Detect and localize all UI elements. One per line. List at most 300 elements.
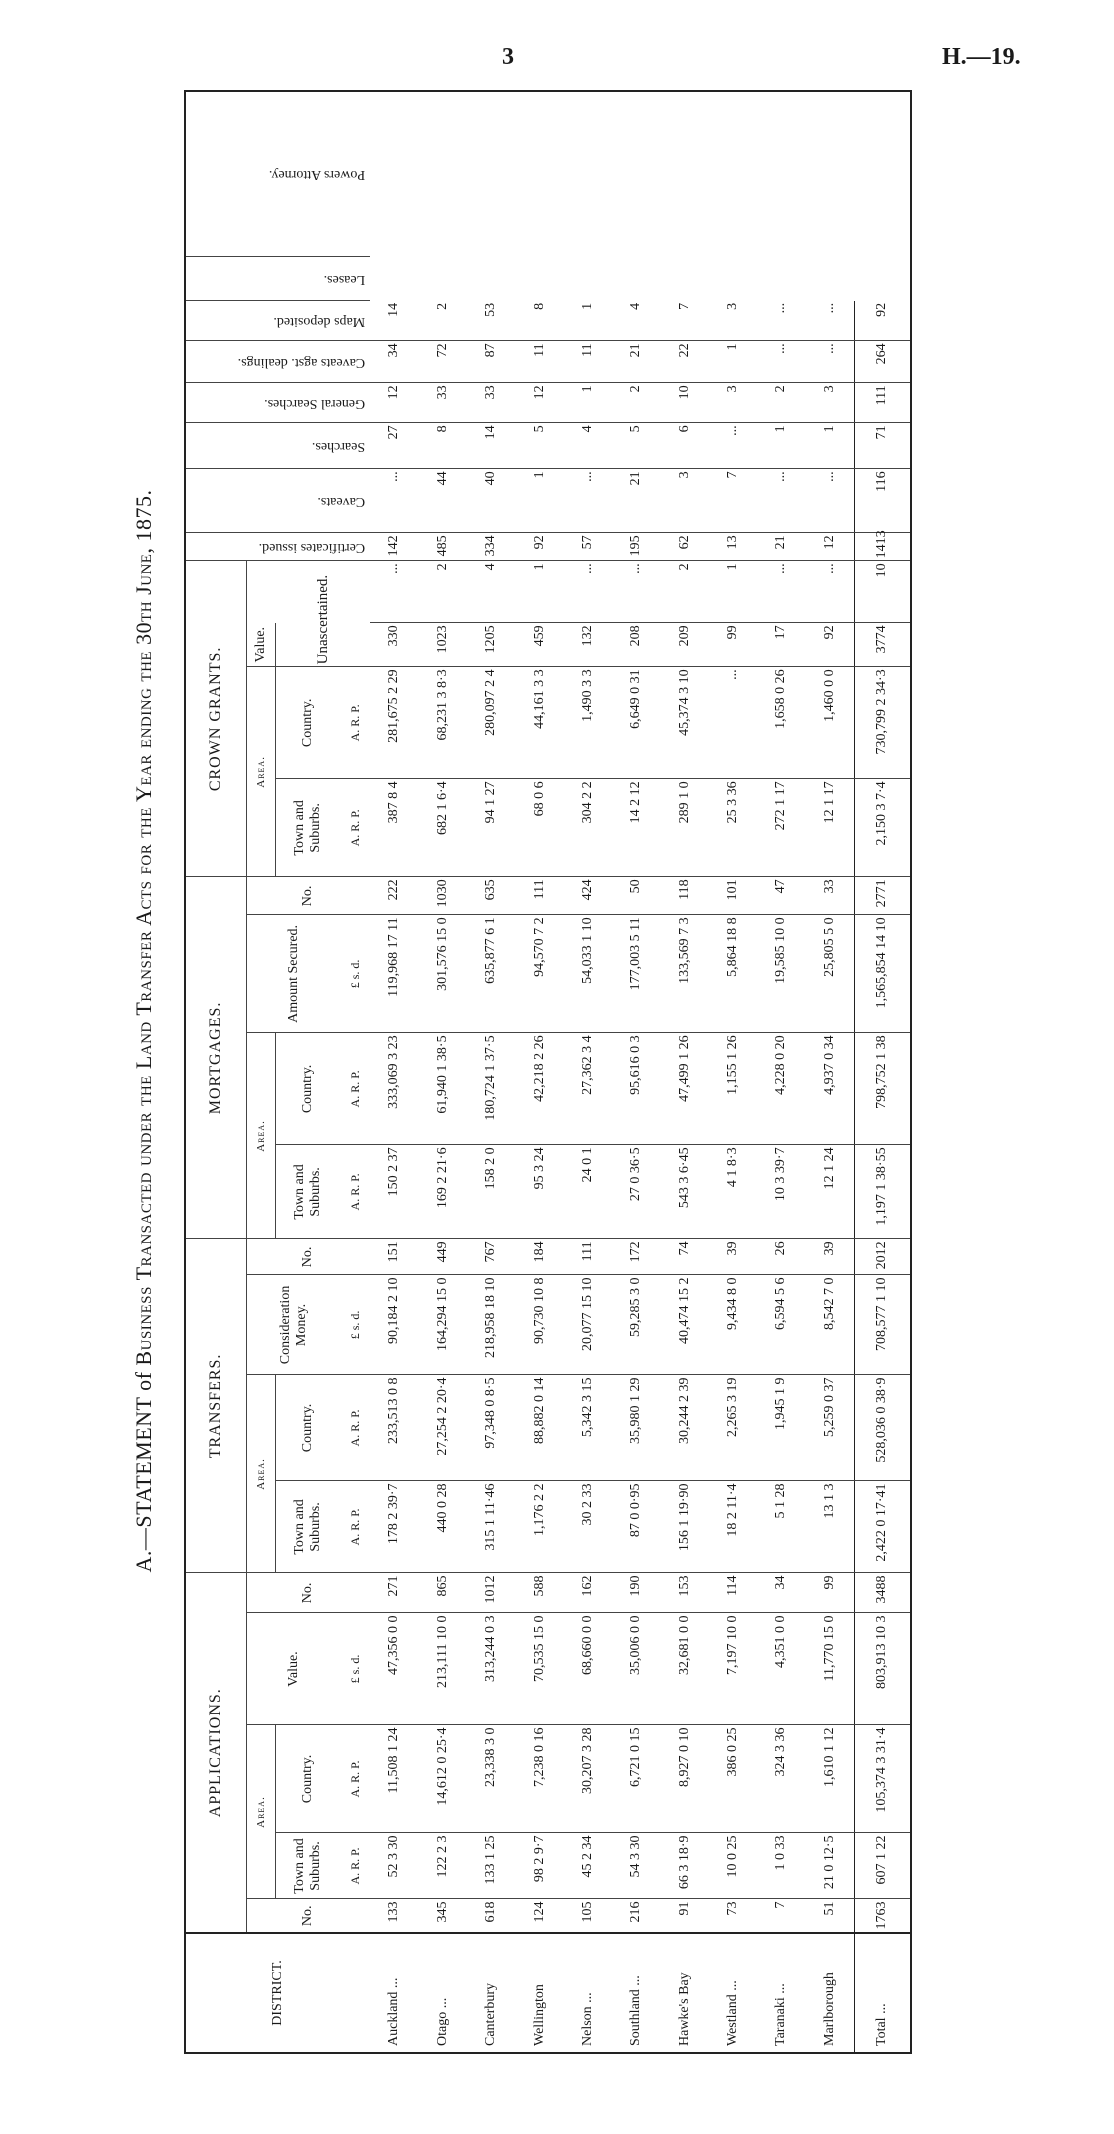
t-money-cell: 708,577 1 10 xyxy=(854,1275,911,1375)
t-money-cell: 59,285 3 0 xyxy=(612,1275,660,1375)
leases-cell: ... xyxy=(806,341,854,383)
cert-cell: 459 xyxy=(515,623,563,667)
district-cell: Marlborough xyxy=(806,1933,854,2053)
powers-cell: ... xyxy=(806,301,854,341)
district-cell: Otago ... xyxy=(419,1933,467,2053)
cav-d-cell: ... xyxy=(709,423,757,469)
applications-country-header: Country. xyxy=(275,1725,340,1833)
cav-d-cell: 8 xyxy=(419,423,467,469)
mortgages-town-header: Town and Suburbs. xyxy=(275,1145,340,1239)
table-row xyxy=(515,91,563,2053)
district-cell: Wellington xyxy=(515,1933,563,2053)
district-header: DISTRICT. xyxy=(185,1933,370,2053)
a-country-cell: 386 0 25 xyxy=(709,1725,757,1833)
m-country-cell: 4,228 0 20 xyxy=(757,1033,805,1145)
a-no-cell: 1763 xyxy=(854,1899,911,1933)
c-no-cell: 47 xyxy=(757,877,805,915)
title-lead: A.—STATEMENT of xyxy=(131,1365,156,1573)
m-town-cell: 1,197 1 38·55 xyxy=(854,1145,911,1239)
t-town-cell: 87 0 0·95 xyxy=(612,1481,660,1573)
m-amount-cell: 5,864 18 8 xyxy=(709,915,757,1033)
district-cell: Hawke's Bay xyxy=(661,1933,709,2053)
total-row xyxy=(854,91,911,2053)
c-country-cell: 6,649 0 31 xyxy=(612,667,660,779)
cert-cell: 99 xyxy=(709,623,757,667)
powers-cell: 53 xyxy=(467,301,515,341)
m-town-cell: 4 1 8·3 xyxy=(709,1145,757,1239)
a-no-cell: 7 xyxy=(757,1899,805,1933)
unascertained-note: Unascertained. xyxy=(275,623,370,667)
c-country-cell: 1,658 0 26 xyxy=(757,667,805,779)
m-no-cell: 26 xyxy=(757,1239,805,1275)
m-no-cell: 111 xyxy=(564,1239,612,1275)
a-country-cell: 1,610 1 12 xyxy=(806,1725,854,1833)
m-amount-cell: 19,585 10 0 xyxy=(757,915,805,1033)
t-money-cell: 8,542 7 0 xyxy=(806,1275,854,1375)
district-cell: Westland ... xyxy=(709,1933,757,2053)
table-row xyxy=(370,91,418,2053)
m-town-cell: 10 3 39·7 xyxy=(757,1145,805,1239)
c-town-cell: 387 8 4 xyxy=(370,779,418,877)
c-country-cell: 281,675 2 29 xyxy=(370,667,418,779)
t-town-cell: 178 2 39·7 xyxy=(370,1481,418,1573)
t-no-cell: 1012 xyxy=(467,1573,515,1613)
a-country-cell: 11,508 1 24 xyxy=(370,1725,418,1833)
a-value-cell: 7,197 10 0 xyxy=(709,1613,757,1725)
leases-cell: 72 xyxy=(419,341,467,383)
m-amount-cell: 177,003 5 11 xyxy=(612,915,660,1033)
c-country-cell: 280,097 2 4 xyxy=(467,667,515,779)
t-no-cell: 3488 xyxy=(854,1573,911,1613)
maps-cell: 3 xyxy=(806,383,854,423)
m-no-cell: 74 xyxy=(661,1239,709,1275)
mortgages-country-header: Country. xyxy=(275,1033,340,1145)
t-money-cell: 6,594 5 6 xyxy=(757,1275,805,1375)
leases-cell: 34 xyxy=(370,341,418,383)
gen-cell: ... xyxy=(757,469,805,533)
a-town-cell: 54 3 30 xyxy=(612,1833,660,1899)
units-lsd: £ s. d. xyxy=(341,1613,370,1725)
m-amount-cell: 94,570 7 2 xyxy=(515,915,563,1033)
t-money-cell: 90,730 10 8 xyxy=(515,1275,563,1375)
crown-area-header: Area. xyxy=(246,667,275,877)
c-town-cell: 2,150 3 7·4 xyxy=(854,779,911,877)
units-arp: A. R. P. xyxy=(341,1375,370,1481)
caveats-cell: ... xyxy=(806,561,854,623)
cav-d-cell: 4 xyxy=(564,423,612,469)
t-country-cell: 5,259 0 37 xyxy=(806,1375,854,1481)
a-no-cell: 73 xyxy=(709,1899,757,1933)
cav-d-cell: 5 xyxy=(515,423,563,469)
maps-cell: 33 xyxy=(419,383,467,423)
leases-cell: 87 xyxy=(467,341,515,383)
cert-cell: 1023 xyxy=(419,623,467,667)
m-country-cell: 42,218 2 26 xyxy=(515,1033,563,1145)
t-no-cell: 162 xyxy=(564,1573,612,1613)
c-town-cell: 272 1 17 xyxy=(757,779,805,877)
a-town-cell: 607 1 22 xyxy=(854,1833,911,1899)
c-town-cell: 94 1 27 xyxy=(467,779,515,877)
c-country-cell: 1,460 0 0 xyxy=(806,667,854,779)
caveats-cell: 1 xyxy=(709,561,757,623)
a-value-cell: 803,913 10 3 xyxy=(854,1613,911,1725)
m-town-cell: 95 3 24 xyxy=(515,1145,563,1239)
units-arp: A. R. P. xyxy=(341,1833,370,1899)
t-no-cell: 865 xyxy=(419,1573,467,1613)
t-no-cell: 99 xyxy=(806,1573,854,1613)
t-country-cell: 233,513 0 8 xyxy=(370,1375,418,1481)
m-town-cell: 543 3 6·45 xyxy=(661,1145,709,1239)
m-amount-cell: 1,565,854 14 10 xyxy=(854,915,911,1033)
table-row xyxy=(612,91,660,2053)
t-money-cell: 9,434 8 0 xyxy=(709,1275,757,1375)
c-country-cell: 730,799 2 34·3 xyxy=(854,667,911,779)
district-cell: Taranaki ... xyxy=(757,1933,805,2053)
searches-cell: 142 xyxy=(370,533,418,561)
maps-cell: 3 xyxy=(709,383,757,423)
district-cell: Nelson ... xyxy=(564,1933,612,2053)
certificates-header: Certificates issued. xyxy=(185,533,370,561)
a-no-cell: 133 xyxy=(370,1899,418,1933)
t-country-cell: 97,348 0 8·5 xyxy=(467,1375,515,1481)
t-money-cell: 164,294 15 0 xyxy=(419,1275,467,1375)
a-value-cell: 313,244 0 3 xyxy=(467,1613,515,1725)
powers-cell: 2 xyxy=(419,301,467,341)
transfers-area-header: Area. xyxy=(246,1375,275,1573)
table-row xyxy=(419,91,467,2053)
units-arp: A. R. P. xyxy=(341,1481,370,1573)
units-lsd: £ s. d. xyxy=(341,915,370,1033)
a-town-cell: 52 3 30 xyxy=(370,1833,418,1899)
searches-cell: 13 xyxy=(709,533,757,561)
t-town-cell: 156 1 19·90 xyxy=(661,1481,709,1573)
a-country-cell: 30,207 3 28 xyxy=(564,1725,612,1833)
a-town-cell: 10 0 25 xyxy=(709,1833,757,1899)
consideration-header: Consideration Money. xyxy=(246,1275,341,1375)
leases-header: Leases. xyxy=(185,257,370,301)
searches-cell: 62 xyxy=(661,533,709,561)
caveats-cell: 2 xyxy=(661,561,709,623)
applications-no-header: No. xyxy=(246,1899,370,1933)
table-row xyxy=(709,91,757,2053)
a-town-cell: 21 0 12·5 xyxy=(806,1833,854,1899)
a-town-cell: 122 2 3 xyxy=(419,1833,467,1899)
t-town-cell: 440 0 28 xyxy=(419,1481,467,1573)
m-no-cell: 767 xyxy=(467,1239,515,1275)
applications-town-header: Town and Suburbs. xyxy=(275,1833,340,1899)
title-year: 1875. xyxy=(131,489,156,548)
searches-cell: 334 xyxy=(467,533,515,561)
c-town-cell: 68 0 6 xyxy=(515,779,563,877)
general-searches-header: General Searches. xyxy=(185,383,370,423)
a-no-cell: 216 xyxy=(612,1899,660,1933)
cav-d-cell: 5 xyxy=(612,423,660,469)
cert-cell: 208 xyxy=(612,623,660,667)
m-amount-cell: 635,877 6 1 xyxy=(467,915,515,1033)
units-arp: A. R. P. xyxy=(341,779,370,877)
leases-cell: 22 xyxy=(661,341,709,383)
cav-d-cell: 14 xyxy=(467,423,515,469)
t-country-cell: 528,036 0 38·9 xyxy=(854,1375,911,1481)
a-value-cell: 47,356 0 0 xyxy=(370,1613,418,1725)
applications-area-header: Area. xyxy=(246,1725,275,1899)
t-no-cell: 271 xyxy=(370,1573,418,1613)
powers-cell: 92 xyxy=(854,301,911,341)
cert-cell: 132 xyxy=(564,623,612,667)
m-country-cell: 95,616 0 3 xyxy=(612,1033,660,1145)
a-town-cell: 1 0 33 xyxy=(757,1833,805,1899)
a-country-cell: 105,374 3 31·4 xyxy=(854,1725,911,1833)
transfers-country-header: Country. xyxy=(275,1375,340,1481)
a-value-cell: 68,660 0 0 xyxy=(564,1613,612,1725)
powers-cell: 14 xyxy=(370,301,418,341)
m-no-cell: 184 xyxy=(515,1239,563,1275)
cav-d-cell: 6 xyxy=(661,423,709,469)
district-cell: Canterbury xyxy=(467,1933,515,2053)
table-row xyxy=(757,91,805,2053)
a-country-cell: 6,721 0 15 xyxy=(612,1725,660,1833)
t-no-cell: 588 xyxy=(515,1573,563,1613)
t-money-cell: 40,474 15 2 xyxy=(661,1275,709,1375)
searches-cell: 1413 xyxy=(854,533,911,561)
m-amount-cell: 301,576 15 0 xyxy=(419,915,467,1033)
c-town-cell: 25 3 36 xyxy=(709,779,757,877)
maps-cell: 2 xyxy=(757,383,805,423)
m-town-cell: 27 0 36·5 xyxy=(612,1145,660,1239)
m-amount-cell: 133,569 7 3 xyxy=(661,915,709,1033)
maps-cell: 12 xyxy=(370,383,418,423)
leases-cell: 264 xyxy=(854,341,911,383)
m-amount-cell: 25,805 5 0 xyxy=(806,915,854,1033)
leases-cell: 1 xyxy=(709,341,757,383)
gen-cell: 44 xyxy=(419,469,467,533)
table-row xyxy=(564,91,612,2053)
m-country-cell: 47,499 1 26 xyxy=(661,1033,709,1145)
c-no-cell: 2771 xyxy=(854,877,911,915)
district-cell: Total ... xyxy=(854,1933,911,2053)
c-no-cell: 50 xyxy=(612,877,660,915)
m-town-cell: 150 2 37 xyxy=(370,1145,418,1239)
cert-cell: 17 xyxy=(757,623,805,667)
m-country-cell: 61,940 1 38·5 xyxy=(419,1033,467,1145)
caveats-cell: ... xyxy=(612,561,660,623)
a-value-cell: 32,681 0 0 xyxy=(661,1613,709,1725)
table-head xyxy=(185,91,370,2053)
mortgages-header: MORTGAGES. xyxy=(185,877,246,1239)
amount-secured-header: Amount Secured. xyxy=(246,915,341,1033)
t-no-cell: 190 xyxy=(612,1573,660,1613)
maps-cell: 10 xyxy=(661,383,709,423)
c-no-cell: 1030 xyxy=(419,877,467,915)
powers-cell: 1 xyxy=(564,301,612,341)
m-amount-cell: 54,033 1 10 xyxy=(564,915,612,1033)
a-no-cell: 618 xyxy=(467,1899,515,1933)
searches-cell: 485 xyxy=(419,533,467,561)
mortgages-area-header: Area. xyxy=(246,1033,275,1239)
m-country-cell: 4,937 0 34 xyxy=(806,1033,854,1145)
leases-cell: 21 xyxy=(612,341,660,383)
crown-town-header: Town and Suburbs. xyxy=(275,779,340,877)
cav-d-cell: 1 xyxy=(757,423,805,469)
applications-value-header: Value. xyxy=(246,1613,341,1725)
powers-cell: 4 xyxy=(612,301,660,341)
c-no-cell: 33 xyxy=(806,877,854,915)
t-no-cell: 34 xyxy=(757,1573,805,1613)
c-country-cell: 44,161 3 3 xyxy=(515,667,563,779)
a-country-cell: 7,238 0 16 xyxy=(515,1725,563,1833)
a-no-cell: 51 xyxy=(806,1899,854,1933)
t-no-cell: 153 xyxy=(661,1573,709,1613)
a-value-cell: 35,006 0 0 xyxy=(612,1613,660,1725)
c-no-cell: 118 xyxy=(661,877,709,915)
units-arp: A. R. P. xyxy=(341,1033,370,1145)
gen-cell: 3 xyxy=(661,469,709,533)
t-country-cell: 35,980 1 29 xyxy=(612,1375,660,1481)
caveats-cell: 1 xyxy=(515,561,563,623)
m-country-cell: 798,752 1 38 xyxy=(854,1033,911,1145)
m-no-cell: 2012 xyxy=(854,1239,911,1275)
c-town-cell: 12 1 17 xyxy=(806,779,854,877)
units-lsd: £ s. d. xyxy=(341,1275,370,1375)
c-country-cell: 68,231 3 8·3 xyxy=(419,667,467,779)
m-country-cell: 1,155 1 26 xyxy=(709,1033,757,1145)
table-row xyxy=(806,91,854,2053)
caveats-cell: ... xyxy=(564,561,612,623)
maps-header: Maps deposited. xyxy=(185,301,370,341)
t-town-cell: 13 1 3 xyxy=(806,1481,854,1573)
m-country-cell: 27,362 3 4 xyxy=(564,1033,612,1145)
maps-cell: 111 xyxy=(854,383,911,423)
m-no-cell: 449 xyxy=(419,1239,467,1275)
t-money-cell: 218,958 18 10 xyxy=(467,1275,515,1375)
caveats-cell: 4 xyxy=(467,561,515,623)
leases-cell: 11 xyxy=(515,341,563,383)
units-arp: A. R. P. xyxy=(341,1145,370,1239)
gen-cell: ... xyxy=(806,469,854,533)
a-value-cell: 4,351 0 0 xyxy=(757,1613,805,1725)
t-country-cell: 27,254 2 20·4 xyxy=(419,1375,467,1481)
units-arp: A. R. P. xyxy=(341,1725,370,1833)
c-no-cell: 635 xyxy=(467,877,515,915)
gen-cell: ... xyxy=(370,469,418,533)
crown-value-header: Value. xyxy=(246,623,275,667)
district-cell: Southland ... xyxy=(612,1933,660,2053)
caveats-dealings-header: Caveats agst. dealings. xyxy=(185,341,370,383)
leases-cell: 11 xyxy=(564,341,612,383)
cav-d-cell: 71 xyxy=(854,423,911,469)
a-no-cell: 345 xyxy=(419,1899,467,1933)
c-country-cell: ... xyxy=(709,667,757,779)
t-country-cell: 88,882 0 14 xyxy=(515,1375,563,1481)
crown-grants-header: CROWN GRANTS. xyxy=(185,561,246,877)
gen-cell: 1 xyxy=(515,469,563,533)
rotated-table-container xyxy=(184,90,912,2054)
m-town-cell: 169 2 21·6 xyxy=(419,1145,467,1239)
t-town-cell: 315 1 11·46 xyxy=(467,1481,515,1573)
a-town-cell: 133 1 25 xyxy=(467,1833,515,1899)
table-row xyxy=(467,91,515,2053)
statement-table xyxy=(184,90,912,2054)
c-no-cell: 222 xyxy=(370,877,418,915)
powers-cell: ... xyxy=(757,301,805,341)
t-no-cell: 114 xyxy=(709,1573,757,1613)
t-country-cell: 30,244 2 39 xyxy=(661,1375,709,1481)
maps-cell: 1 xyxy=(564,383,612,423)
t-money-cell: 90,184 2 10 xyxy=(370,1275,418,1375)
transfers-no-header: No. xyxy=(246,1573,370,1613)
caveats-cell: 10 xyxy=(854,561,911,623)
a-value-cell: 213,111 10 0 xyxy=(419,1613,467,1725)
searches-cell: 57 xyxy=(564,533,612,561)
gen-cell: 40 xyxy=(467,469,515,533)
searches-cell: 12 xyxy=(806,533,854,561)
table-row xyxy=(661,91,709,2053)
powers-header: Powers Attorney. xyxy=(185,91,370,257)
cert-cell: 209 xyxy=(661,623,709,667)
c-no-cell: 101 xyxy=(709,877,757,915)
applications-header: APPLICATIONS. xyxy=(185,1573,246,1933)
m-country-cell: 180,724 1 37·5 xyxy=(467,1033,515,1145)
caveats-header: Caveats. xyxy=(185,469,370,533)
m-town-cell: 158 2 0 xyxy=(467,1145,515,1239)
c-country-cell: 1,490 3 3 xyxy=(564,667,612,779)
t-town-cell: 30 2 33 xyxy=(564,1481,612,1573)
caveats-cell: ... xyxy=(757,561,805,623)
powers-cell: 8 xyxy=(515,301,563,341)
caveats-cell: ... xyxy=(370,561,418,623)
table-body xyxy=(370,91,911,2053)
cert-cell: 92 xyxy=(806,623,854,667)
a-town-cell: 66 3 18·9 xyxy=(661,1833,709,1899)
c-town-cell: 289 1 0 xyxy=(661,779,709,877)
t-country-cell: 1,945 1 9 xyxy=(757,1375,805,1481)
paper-reference: H.—19. xyxy=(942,44,1021,70)
gen-cell: ... xyxy=(564,469,612,533)
powers-cell: 7 xyxy=(661,301,709,341)
mortgages-no-header: No. xyxy=(246,1239,370,1275)
t-town-cell: 1,176 2 2 xyxy=(515,1481,563,1573)
gen-cell: 7 xyxy=(709,469,757,533)
leases-cell: ... xyxy=(757,341,805,383)
district-cell: Auckland ... xyxy=(370,1933,418,2053)
a-country-cell: 324 3 36 xyxy=(757,1725,805,1833)
page-number: 3 xyxy=(502,44,514,70)
a-town-cell: 98 2 9·7 xyxy=(515,1833,563,1899)
t-money-cell: 20,077 15 10 xyxy=(564,1275,612,1375)
c-town-cell: 304 2 2 xyxy=(564,779,612,877)
table-title xyxy=(131,131,157,1931)
c-town-cell: 14 2 12 xyxy=(612,779,660,877)
m-no-cell: 39 xyxy=(709,1239,757,1275)
a-country-cell: 14,612 0 25·4 xyxy=(419,1725,467,1833)
m-town-cell: 24 0 1 xyxy=(564,1145,612,1239)
m-no-cell: 151 xyxy=(370,1239,418,1275)
m-town-cell: 12 1 24 xyxy=(806,1145,854,1239)
a-country-cell: 23,338 3 0 xyxy=(467,1725,515,1833)
a-town-cell: 45 2 34 xyxy=(564,1833,612,1899)
cert-cell: 3774 xyxy=(854,623,911,667)
a-no-cell: 91 xyxy=(661,1899,709,1933)
maps-cell: 2 xyxy=(612,383,660,423)
a-value-cell: 70,535 15 0 xyxy=(515,1613,563,1725)
cert-cell: 1205 xyxy=(467,623,515,667)
units-arp: A. R. P. xyxy=(341,667,370,779)
t-town-cell: 5 1 28 xyxy=(757,1481,805,1573)
t-town-cell: 2,422 0 17·41 xyxy=(854,1481,911,1573)
a-value-cell: 11,770 15 0 xyxy=(806,1613,854,1725)
m-no-cell: 39 xyxy=(806,1239,854,1275)
cav-d-cell: 1 xyxy=(806,423,854,469)
